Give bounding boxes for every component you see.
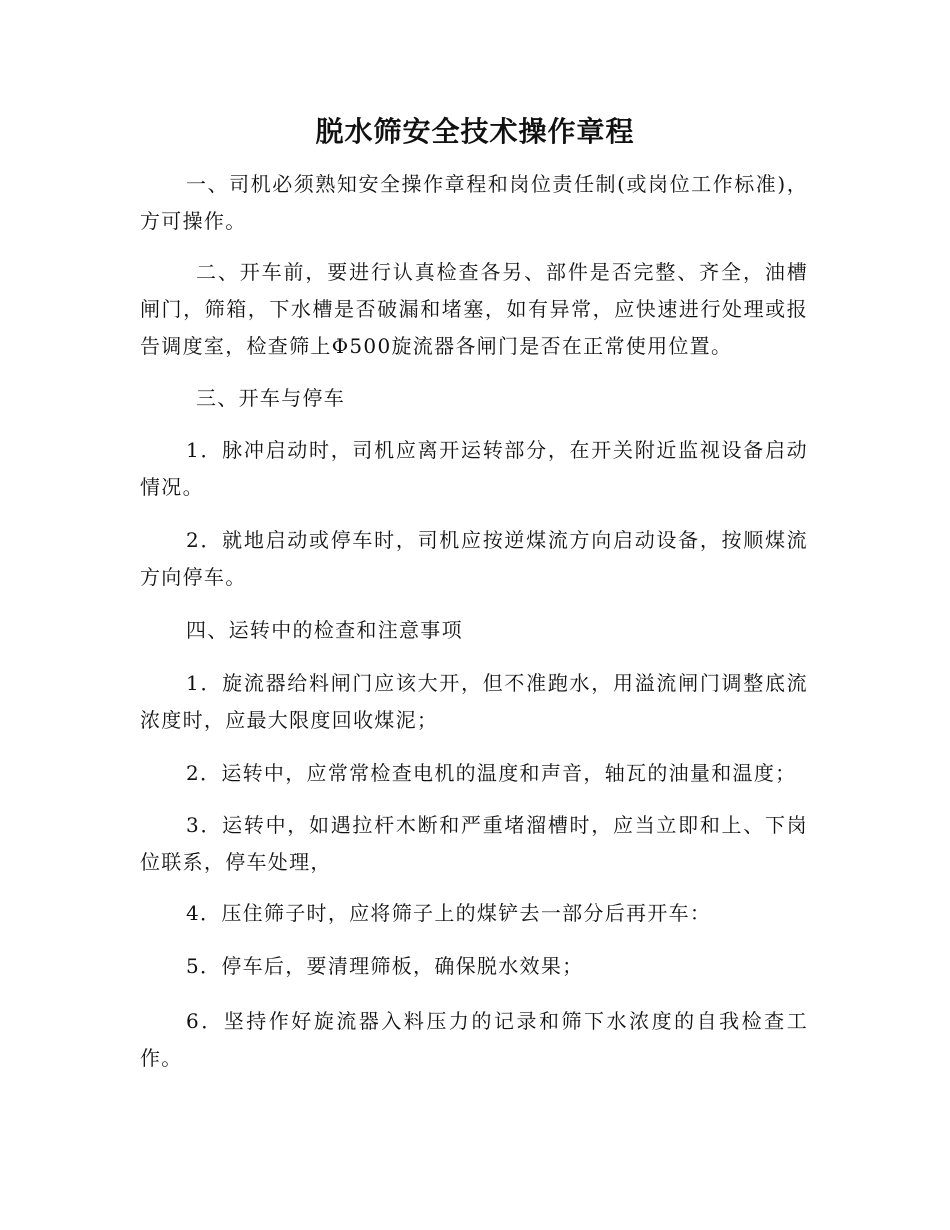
paragraph-11: 5．停车后，要清理筛板，确保脱水效果；: [186, 954, 584, 978]
paragraph-7: 1．旋流器给料闸门应该大开，但不准跑水，用溢流闸门调整底流浓度时，应最大限度回收煤泥；: [140, 671, 808, 732]
paragraph-9: 3．运转中，如遇拉杆木断和严重堵溜槽时，应当立即和上、下岗位联系，停车处理，: [140, 813, 808, 874]
paragraph-6: 四、运转中的检查和注意事项: [186, 618, 463, 642]
paragraph-5: 2．就地启动或停车时，司机应按逆煤流方向启动设备，按顺煤流方向停车。: [140, 528, 808, 589]
paragraph-10: 4．压住筛子时，应将筛子上的煤铲去一部分后再开车：: [186, 901, 712, 925]
document-title: 脱水筛安全技术操作章程: [315, 115, 635, 148]
paragraph-1: 一、司机必须熟知安全操作章程和岗位责任制(或岗位工作标准)，方可操作。: [140, 172, 808, 233]
paragraph-2: 二、开车前，要进行认真检查各另、部件是否完整、齐全，油槽闸门，筛箱，下水槽是否破漏和堵塞，如有异常，应快速进行处理或报告调度室，检查筛上Φ500旋流器各闸门是否在正常使用位置。: [140, 260, 808, 358]
paragraph-3: 三、开车与停车: [196, 386, 346, 410]
paragraph-12: 6．坚持作好旋流器入料压力的记录和筛下水浓度的自我检查工作。: [140, 1009, 808, 1070]
paragraph-4: 1．脉冲启动时，司机应离开运转部分，在开关附近监视设备启动情况。: [140, 438, 808, 499]
paragraph-8: 2．运转中，应常常检查电机的温度和声音，轴瓦的油量和温度；: [186, 761, 797, 785]
